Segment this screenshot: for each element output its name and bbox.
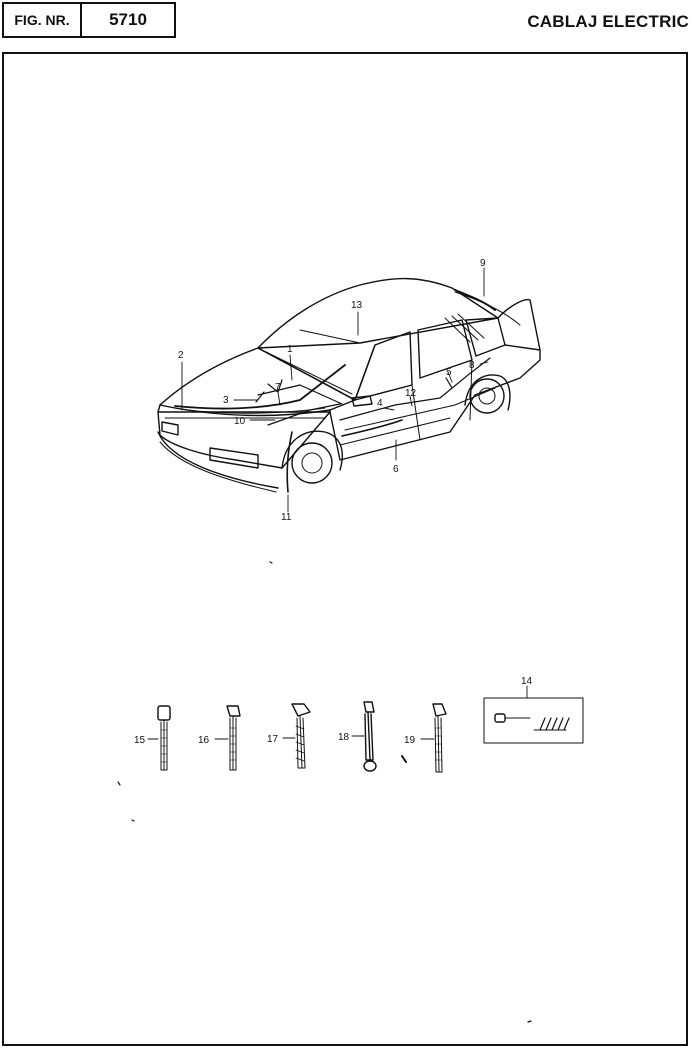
callout-2: 2 [178, 350, 184, 361]
clip-callouts [134, 676, 533, 746]
clip-17 [283, 704, 310, 768]
fig-label-text: FIG. NR. [14, 12, 70, 28]
callout-13: 13 [351, 300, 363, 311]
car-callouts [178, 258, 486, 523]
clip-15 [148, 706, 170, 770]
callout-11: 11 [281, 512, 292, 523]
car-illustration [158, 279, 540, 492]
scan-specks [118, 562, 531, 1022]
callout-17: 17 [267, 734, 279, 745]
callout-4: 4 [377, 398, 383, 409]
callout-8: 8 [469, 360, 475, 371]
callout-10: 10 [234, 416, 246, 427]
callout-7: 7 [275, 382, 281, 393]
callout-14: 14 [521, 676, 533, 687]
callout-15: 15 [134, 735, 146, 746]
callout-19: 19 [404, 735, 416, 746]
clip-18 [352, 702, 406, 771]
callout-5: 5 [446, 367, 452, 378]
callout-18: 18 [338, 732, 350, 743]
fig-number-text: 5710 [109, 10, 147, 29]
clip-16 [215, 706, 240, 770]
repair-kit-14 [484, 686, 583, 743]
callout-6: 6 [393, 464, 399, 475]
page-title: CABLAJ ELECTRIC [527, 12, 689, 31]
callout-1: 1 [287, 344, 293, 355]
callout-3: 3 [223, 395, 229, 406]
callout-12: 12 [405, 388, 417, 399]
callout-16: 16 [198, 735, 210, 746]
callout-9: 9 [480, 258, 486, 269]
clip-19 [421, 704, 446, 772]
